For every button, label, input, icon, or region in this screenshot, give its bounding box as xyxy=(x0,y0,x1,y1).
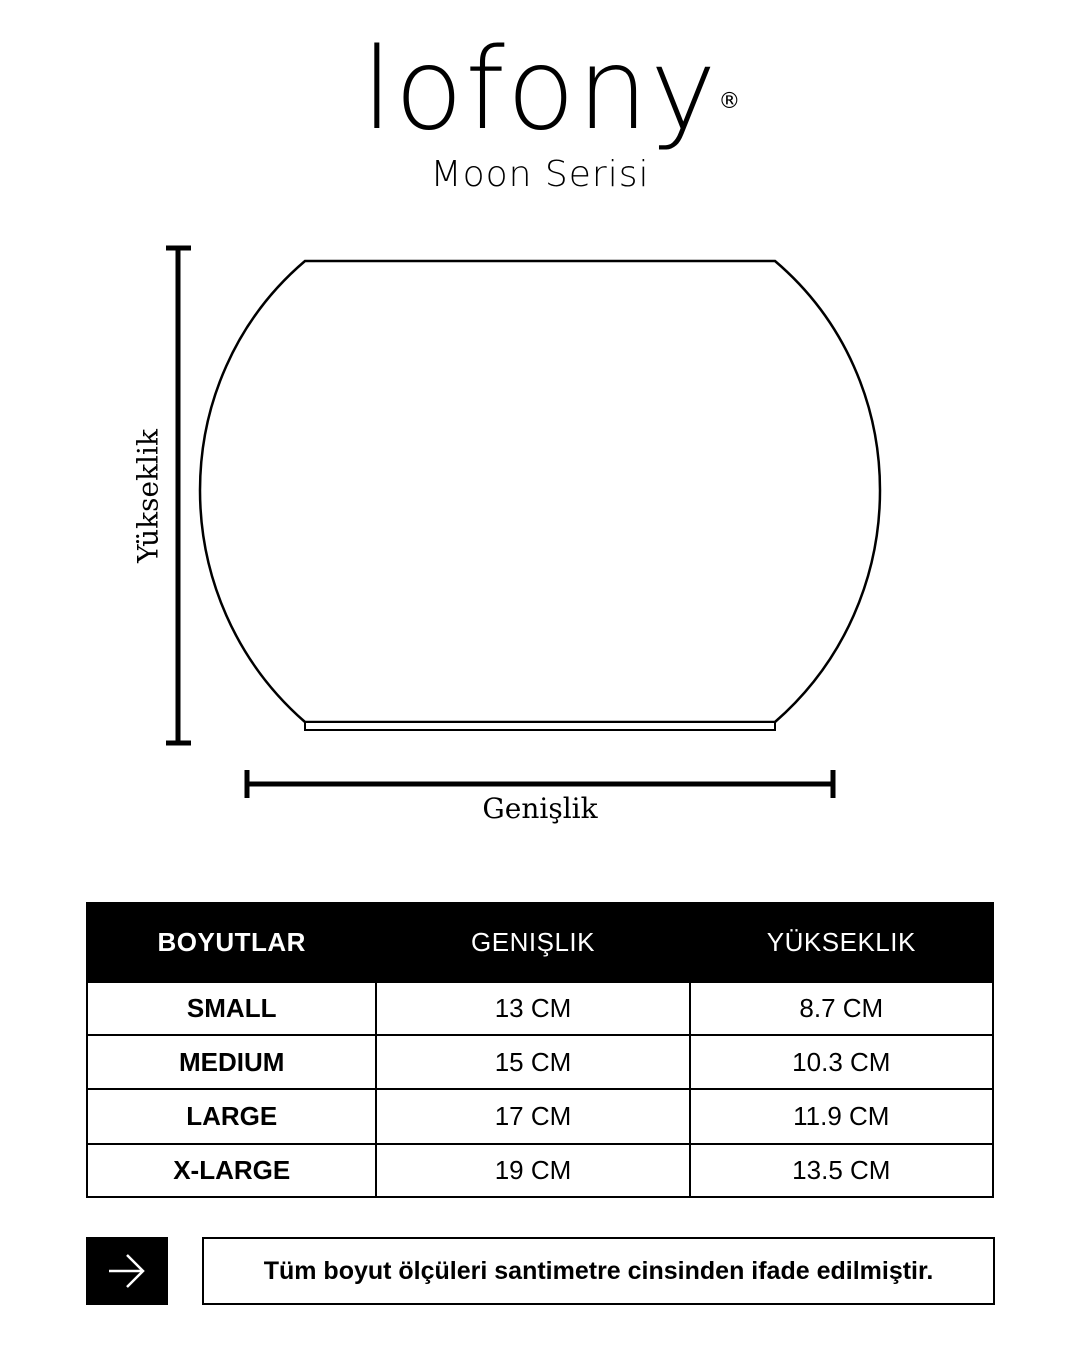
width-cell: 17 CM xyxy=(376,1089,689,1144)
product-series-title: Moon Serisi xyxy=(430,154,650,195)
table-row xyxy=(87,982,993,1035)
brand-logo xyxy=(0,25,1080,155)
width-cell: 13 CM xyxy=(376,982,689,1035)
size-cell: LARGE xyxy=(87,1089,376,1144)
width-cell: 19 CM xyxy=(376,1144,689,1197)
height-cell: 13.5 CM xyxy=(690,1144,993,1197)
vase-base xyxy=(305,722,775,730)
size-cell: SMALL xyxy=(87,982,376,1035)
measurement-note-text: Tüm boyut ölçüleri santimetre cinsinden ifade edilmiştir. xyxy=(263,1256,934,1285)
table-row xyxy=(87,1089,993,1144)
table-header-row xyxy=(87,903,993,982)
logo-wordmark xyxy=(361,25,743,155)
header-height: YÜKSEKLIK xyxy=(690,903,993,982)
header-width: GENIŞLIK xyxy=(376,903,689,982)
height-cell: 10.3 CM xyxy=(690,1035,993,1089)
table-row xyxy=(87,1144,993,1197)
arrow-right-icon xyxy=(86,1237,168,1305)
height-cell: 11.9 CM xyxy=(690,1089,993,1144)
size-chart-table xyxy=(86,902,994,1198)
height-measure-bar xyxy=(166,248,191,743)
arrow-right-glyph xyxy=(105,1251,149,1291)
size-cell: X-LARGE xyxy=(87,1144,376,1197)
width-label: Genişlik xyxy=(482,792,598,825)
height-label: Yükseklik xyxy=(131,429,165,563)
header-sizes: BOYUTLAR xyxy=(87,903,376,982)
registered-mark: ® xyxy=(718,89,743,114)
height-cell: 8.7 CM xyxy=(690,982,993,1035)
width-cell: 15 CM xyxy=(376,1035,689,1089)
size-cell: MEDIUM xyxy=(87,1035,376,1089)
table-row xyxy=(87,1035,993,1089)
vase-outline xyxy=(200,261,880,722)
measurement-note xyxy=(202,1237,995,1305)
logo-text: lofony xyxy=(361,25,719,155)
